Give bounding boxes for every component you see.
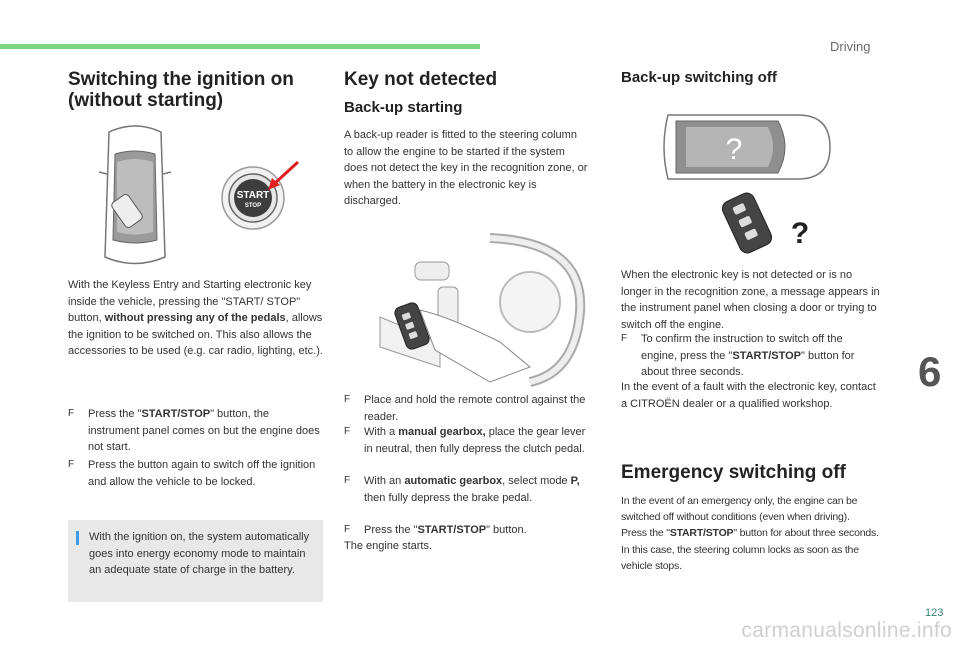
watermark: carmanualsonline.info <box>741 619 952 642</box>
emergency-title: Emergency switching off <box>621 462 846 483</box>
backup-bullet-3 <box>344 473 592 506</box>
emergency-text <box>621 493 883 574</box>
backup-starting-subtitle: Back-up starting <box>344 99 463 116</box>
ignition-title-line1: Switching the ignition on <box>68 69 294 90</box>
ignition-paragraph <box>68 277 325 360</box>
info-note-text: With the ignition on, the system automatically goes into energy economy mode to maintain an adequate state of charge in the battery. <box>89 531 310 576</box>
emergency-paragraph-1: In the event of an emergency only, the engine can be switched off without conditions (even when driving). <box>621 495 858 524</box>
ignition-bullet-2 <box>68 457 323 490</box>
bullet-icon: F <box>344 426 351 437</box>
bullet-icon: F <box>68 408 75 419</box>
ignition-paragraph-text1: With the Keyless Entry and Starting electronic key inside the vehicle, pressing the "START/ STOP" button, <box>68 279 312 324</box>
backup-off-bullet-text: To confirm the instruction to switch off the engine, press the "START/STOP" button for about three seconds. <box>641 333 855 378</box>
ignition-title-line2: (without starting) <box>68 90 224 111</box>
backup-off-paragraph: When the electronic key is not detected or is no longer in the recognition zone, a message appears in the instrument panel when closing a door or trying to switch off the engine. <box>621 269 880 331</box>
bullet-icon: F <box>68 459 75 470</box>
key-not-detected-title: Key not detected <box>344 69 498 90</box>
backup-bullet-1-text: Place and hold the remote control against the reader. <box>364 394 586 423</box>
emergency-paragraph-3: In this case, the steering column locks as soon as the vehicle stops. <box>621 543 859 572</box>
stop-button-label: STOP <box>244 203 262 209</box>
backup-switching-off-title: Back-up switching off <box>621 69 777 86</box>
backup-bullet-4-text: Press the "START/STOP" button. <box>364 524 527 536</box>
ignition-paragraph-text2: , allows the ignition to be switched on. This also allows the accessories to be used (e.g. car radio, lighting, etc.). <box>68 312 323 357</box>
ignition-bullet-1-text: Press the "START/STOP" button, the instrument panel comes on but the engine does not start. <box>88 408 320 453</box>
section-title: Driving <box>830 39 871 54</box>
backup-bullet-2 <box>344 424 592 457</box>
car-key-missing-illustration <box>658 105 858 255</box>
backup-bullet-2-text: With a manual gearbox, place the gear lever in neutral, then fully depress the clutch pedal. <box>364 426 586 455</box>
ignition-bullet-2-text: Press the button again to switch off the ignition and allow the vehicle to be locked. <box>88 459 316 488</box>
info-icon <box>76 531 79 545</box>
bullet-icon: F <box>344 394 351 405</box>
start-stop-button-illustration <box>218 160 308 230</box>
emergency-paragraph-2: Press the "START/STOP" button for about three seconds. <box>621 527 879 540</box>
ignition-title <box>68 69 328 111</box>
page-number: 123 <box>925 607 944 619</box>
backup-bullet-3-text: With an automatic gearbox, select mode P, then fully depress the brake pedal. <box>364 475 580 504</box>
car-key-illustration <box>95 122 175 272</box>
bullet-icon: F <box>344 475 351 486</box>
fault-paragraph: In the event of a fault with the electronic key, contact a CITROËN dealer or a qualified workshop. <box>621 381 876 410</box>
arrow-icon <box>274 162 298 184</box>
question-mark-icon: ? <box>725 133 743 166</box>
engine-starts-text: The engine starts. <box>344 540 433 552</box>
ignition-bullet-1 <box>68 406 323 456</box>
backup-bullet-1 <box>344 392 592 425</box>
bullet-icon: F <box>344 524 351 535</box>
header-accent-bar <box>0 44 480 49</box>
bullet-icon: F <box>621 333 628 344</box>
question-mark-icon: ? <box>790 217 810 250</box>
steering-reader-illustration <box>380 232 595 387</box>
backup-off-bullet <box>621 331 881 381</box>
start-button-label: START <box>236 190 270 201</box>
ignition-paragraph-bold: without pressing any of the pedals <box>104 312 286 324</box>
backup-starting-intro: A back-up reader is fitted to the steering column to allow the engine to be started if the system does not detect the key in the recognition zone, or when the battery in the electronic key is discharged. <box>344 129 588 207</box>
chapter-number: 6 <box>918 348 942 395</box>
backup-bullet-4 <box>344 522 592 539</box>
